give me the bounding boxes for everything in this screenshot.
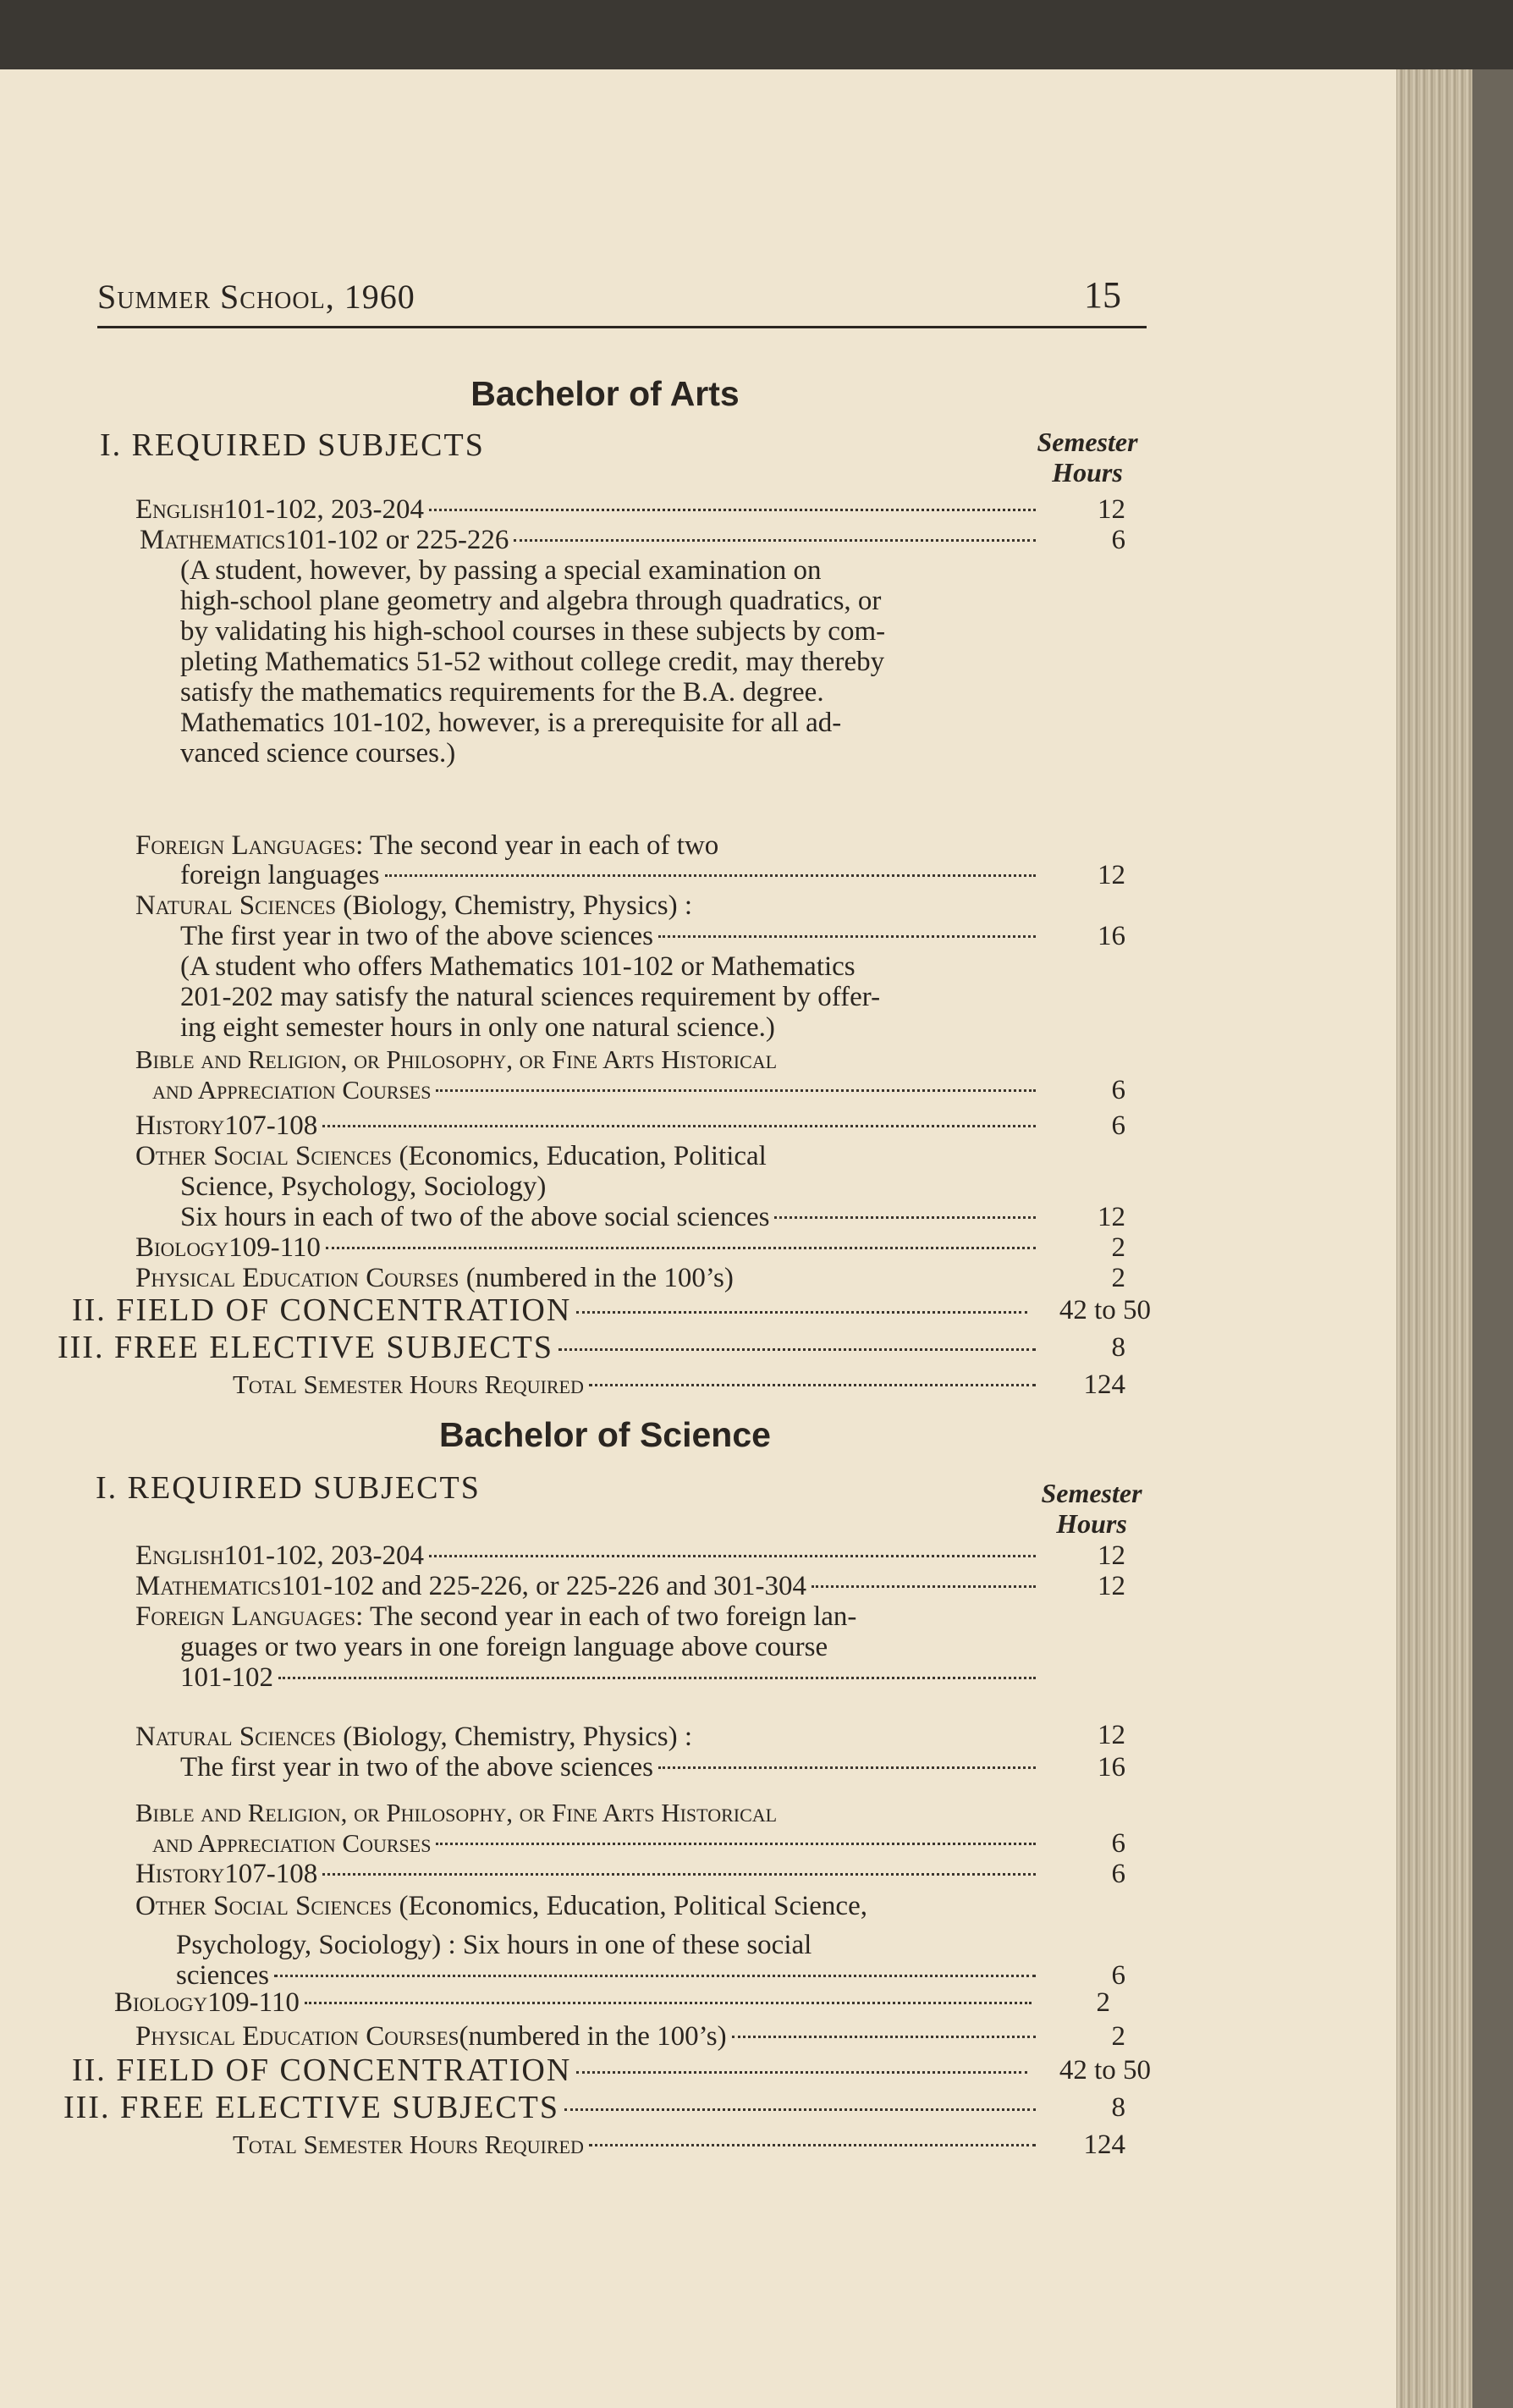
arts-natural-note-1: (A student who offers Mathematics 101-102 or Mathematics: [180, 951, 856, 982]
header-title: Summer School, 1960: [97, 278, 415, 316]
science-math-row: Mathematics 101-102 and 225-226, or 225-226 and 301-304: [135, 1569, 1041, 1603]
science-hours-header: Semester Hours: [1041, 1478, 1142, 1539]
arts-biology-hours: 2: [1111, 1232, 1125, 1263]
science-natural-row: The first year in two of the above sciences: [180, 1750, 1041, 1784]
arts-math-row: Mathematics 101-102 or 225-226: [140, 523, 1041, 557]
arts-math-note-1: (A student, however, by passing a special examination on: [180, 555, 822, 586]
arts-social-line1: Other Social Sciences (Economics, Education, Political: [135, 1141, 767, 1171]
arts-history-hours: 6: [1111, 1110, 1125, 1141]
arts-math-note-7: vanced science courses.): [180, 738, 456, 769]
book-page: [0, 69, 1396, 2408]
arts-natural-note-2: 201-202 may satisfy the natural sciences requirement by offer-: [180, 982, 881, 1012]
science-history-hours: 6: [1111, 1859, 1125, 1889]
science-pe-hours: 2: [1111, 2021, 1125, 2052]
arts-math-note-4: pleting Mathematics 51-52 without college credit, may thereby: [180, 647, 885, 677]
arts-required-heading: I. REQUIRED SUBJECTS: [100, 427, 485, 463]
arts-math-note-6: Mathematics 101-102, however, is a prerequisite for all ad-: [180, 708, 842, 738]
science-social-row: sciences: [176, 1959, 1041, 1992]
scan-top-border: [0, 0, 1513, 69]
arts-foreign-row: foreign languages: [180, 858, 1041, 892]
running-header: [97, 267, 1147, 328]
science-natural-line1: Natural Sciences (Biology, Chemistry, Physics) :: [135, 1722, 693, 1752]
science-social-line1: Other Social Sciences (Economics, Education, Political Science,: [135, 1891, 867, 1921]
arts-history-row: History 107-108: [135, 1109, 1041, 1143]
science-bible-row: and Appreciation Courses: [152, 1827, 1041, 1860]
science-foreign-hours: 12: [1098, 1720, 1125, 1750]
arts-pe-row: Physical Education Courses (numbered in the 100’s): [135, 1263, 734, 1293]
arts-social-line2: Science, Psychology, Sociology): [180, 1171, 547, 1202]
science-social-hours: 6: [1111, 1960, 1125, 1991]
arts-natural-note-3: ing eight semester hours in only one natural science.): [180, 1012, 775, 1043]
arts-bible-line1: Bible and Religion, or Philosophy, or Fine Arts Historical: [135, 1044, 778, 1074]
science-math-hours: 12: [1098, 1571, 1125, 1601]
science-foreign-row: 101-102: [180, 1661, 1041, 1694]
science-foreign-line1: Foreign Languages: The second year in each of two foreign lan-: [135, 1601, 857, 1632]
science-english-hours: 12: [1098, 1540, 1125, 1571]
science-biology-hours: 2: [1096, 1987, 1110, 2018]
science-history-row: History 107-108: [135, 1857, 1041, 1891]
science-pe-row: Physical Education Courses (numbered in the 100’s): [135, 2020, 1041, 2053]
arts-natural-row: The first year in two of the above sciences: [180, 919, 1041, 953]
science-required-heading: I. REQUIRED SUBJECTS: [96, 1470, 481, 1506]
science-natural-hours: 16: [1098, 1752, 1125, 1783]
section-title-arts: Bachelor of Arts: [470, 374, 740, 413]
science-total-row: Total Semester Hours Required: [233, 2128, 1041, 2162]
arts-english-row: English 101-102, 203-204: [135, 493, 1041, 526]
science-social-line2: Psychology, Sociology) : Six hours in one of these social: [176, 1930, 812, 1960]
arts-hours-header: Semester Hours: [1037, 427, 1138, 488]
arts-field-row: II. FIELD OF CONCENTRATION: [72, 1293, 1032, 1327]
arts-math-hours: 6: [1111, 525, 1125, 555]
arts-math-note-3: by validating his high-school courses in these subjects by com-: [180, 616, 886, 647]
arts-bible-hours: 6: [1111, 1075, 1125, 1105]
arts-bible-row: and Appreciation Courses: [152, 1073, 1041, 1107]
arts-natural-line1: Natural Sciences (Biology, Chemistry, Physics) :: [135, 890, 693, 921]
arts-free-row: III. FREE ELECTIVE SUBJECTS: [58, 1331, 1041, 1364]
arts-total-row: Total Semester Hours Required: [233, 1368, 1041, 1402]
science-bible-hours: 6: [1111, 1828, 1125, 1859]
book-cover-edge: [1472, 69, 1513, 2408]
arts-natural-hours: 16: [1098, 921, 1125, 951]
section-title-science: Bachelor of Science: [439, 1415, 771, 1454]
science-bible-line1: Bible and Religion, or Philosophy, or Fine Arts Historical: [135, 1798, 778, 1827]
science-foreign-line2: guages or two years in one foreign language above course: [180, 1632, 828, 1662]
arts-math-note-5: satisfy the mathematics requirements for the B.A. degree.: [180, 677, 824, 708]
arts-math-note-2: high-school plane geometry and algebra through quadratics, or: [180, 586, 882, 616]
science-free-row: III. FREE ELECTIVE SUBJECTS: [63, 2091, 1041, 2124]
arts-english-hours: 12: [1098, 494, 1125, 525]
arts-total-hours: 124: [1083, 1369, 1125, 1400]
arts-pe-hours: 2: [1111, 1263, 1125, 1293]
arts-foreign-hours: 12: [1098, 860, 1125, 890]
arts-social-row: Six hours in each of two of the above social sciences: [180, 1200, 1041, 1234]
arts-field-hours: 42 to 50: [1059, 1295, 1151, 1325]
science-field-row: II. FIELD OF CONCENTRATION: [72, 2053, 1032, 2087]
science-free-hours: 8: [1111, 2092, 1125, 2123]
page-number: 15: [1084, 274, 1121, 316]
science-biology-row: Biology 109-110: [114, 1986, 1037, 2020]
arts-free-hours: 8: [1111, 1332, 1125, 1363]
arts-biology-row: Biology 109-110: [135, 1231, 1041, 1265]
science-total-hours: 124: [1083, 2130, 1125, 2160]
arts-foreign-line1: Foreign Languages: The second year in each of two: [135, 830, 719, 861]
science-english-row: English 101-102, 203-204: [135, 1539, 1041, 1573]
arts-social-hours: 12: [1098, 1202, 1125, 1232]
science-field-hours: 42 to 50: [1059, 2055, 1151, 2086]
